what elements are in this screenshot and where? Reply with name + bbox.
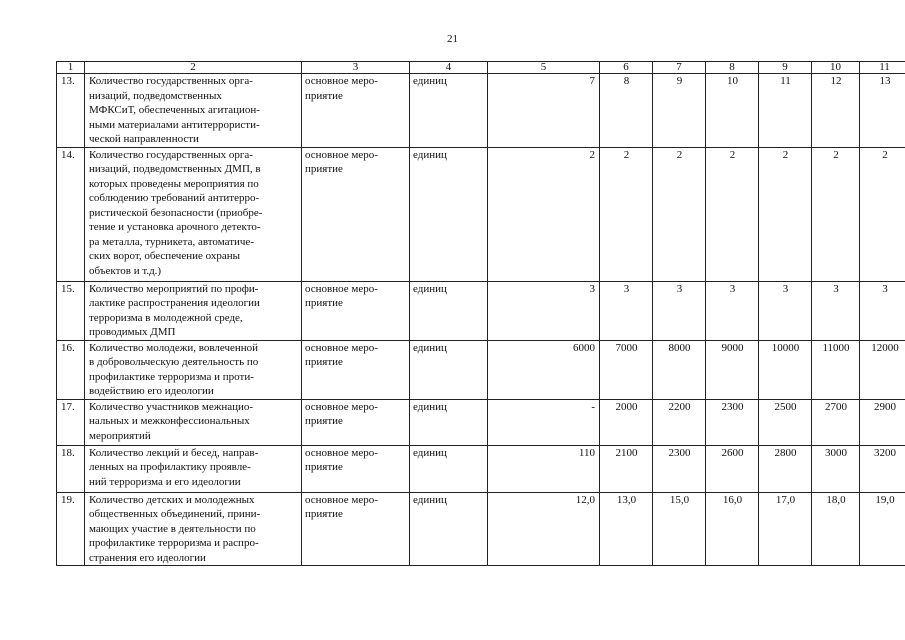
- type-line: приятие: [305, 356, 343, 368]
- value-col-5: 2: [488, 147, 600, 281]
- description-line: странения его идеологии: [89, 551, 206, 564]
- description-line: соблюдению требований антитерро-: [89, 192, 260, 204]
- type-line: основное меро-: [305, 341, 378, 354]
- description-line: профилактике терроризма и проти-: [89, 370, 254, 383]
- value-col-11: 13: [860, 74, 905, 148]
- description-line: Количество молодежи, вовлеченной: [89, 341, 259, 354]
- value-col-8: 3: [706, 281, 759, 340]
- value-col-10: 18,0: [812, 492, 860, 566]
- value-col-5: 3: [488, 281, 600, 340]
- value-col-9: 10000: [759, 340, 812, 399]
- value-col-5: 110: [488, 445, 600, 492]
- description-line: Количество мероприятий по профи-: [89, 282, 259, 295]
- indicator-description: [85, 281, 302, 340]
- column-header-7: 7: [653, 62, 706, 74]
- indicator-description: [85, 399, 302, 445]
- value-col-7: 9: [653, 74, 706, 148]
- table-row: [57, 281, 905, 340]
- value-col-6: 2000: [600, 399, 653, 445]
- type-line: основное меро-: [305, 148, 378, 161]
- value-col-8: 16,0: [706, 492, 759, 566]
- column-header-9: 9: [759, 62, 812, 74]
- unit-of-measure: единиц: [410, 399, 488, 445]
- value-col-10: 12: [812, 74, 860, 148]
- description-line: которых проведены мероприятия по: [89, 177, 259, 190]
- value-col-10: 2700: [812, 399, 860, 445]
- description-line: Количество государственных орга-: [89, 148, 253, 161]
- column-header-5: 5: [488, 62, 600, 74]
- table-row: [57, 340, 905, 399]
- description-line: ний терроризма и его идеологии: [89, 475, 241, 488]
- description-line: Количество участников межнацио-: [89, 400, 254, 413]
- value-col-8: 2300: [706, 399, 759, 445]
- unit-of-measure: единиц: [410, 492, 488, 566]
- unit-of-measure: единиц: [410, 147, 488, 281]
- column-header-10: 10: [812, 62, 860, 74]
- type-line: основное меро-: [305, 75, 378, 87]
- value-col-8: 2600: [706, 445, 759, 492]
- type-line: основное меро-: [305, 446, 378, 459]
- description-line: ра металла, турникета, автоматиче-: [89, 235, 254, 248]
- value-col-8: 2: [706, 147, 759, 281]
- value-col-9: 17,0: [759, 492, 812, 566]
- value-col-7: 2200: [653, 399, 706, 445]
- value-col-9: 2500: [759, 399, 812, 445]
- unit-of-measure: единиц: [410, 281, 488, 340]
- row-number: 13.: [57, 74, 85, 148]
- type-line: приятие: [305, 297, 343, 309]
- column-header-6: 6: [600, 62, 653, 74]
- value-col-9: 11: [759, 74, 812, 148]
- description-line: МФКСиТ, обеспеченных агитацион-: [89, 104, 260, 116]
- value-col-11: 19,0: [860, 492, 905, 566]
- indicator-type: [302, 281, 410, 340]
- description-line: лактике распространения идеологии: [89, 297, 260, 309]
- row-number: 16.: [57, 340, 85, 399]
- description-line: низаций, подведомственных: [89, 89, 222, 102]
- indicator-type: [302, 340, 410, 399]
- indicators-table-wrapper: [56, 61, 905, 566]
- row-number: 17.: [57, 399, 85, 445]
- description-line: профилактике терроризма и распро-: [89, 537, 259, 549]
- row-number: 19.: [57, 492, 85, 566]
- value-col-9: 2800: [759, 445, 812, 492]
- row-number: 15.: [57, 281, 85, 340]
- description-line: нальных и межконфессиональных: [89, 415, 250, 427]
- column-header-4: 4: [410, 62, 488, 74]
- description-line: Количество государственных орга-: [89, 75, 253, 87]
- description-line: Количество лекций и бесед, направ-: [89, 446, 259, 459]
- column-header-8: 8: [706, 62, 759, 74]
- description-line: ленных на профилактику проявле-: [89, 461, 251, 473]
- column-header-11: 11: [860, 62, 905, 74]
- type-line: основное меро-: [305, 493, 378, 506]
- value-col-10: 11000: [812, 340, 860, 399]
- value-col-6: 2: [600, 147, 653, 281]
- column-header-1: 1: [57, 62, 85, 74]
- description-line: проводимых ДМП: [89, 326, 176, 338]
- value-col-6: 3: [600, 281, 653, 340]
- indicator-type: [302, 445, 410, 492]
- description-line: ческой направленности: [89, 133, 199, 145]
- description-line: тение и установка арочного детекто-: [89, 221, 261, 233]
- value-col-7: 2: [653, 147, 706, 281]
- description-line: объектов и т.д.): [89, 264, 162, 277]
- indicator-description: [85, 74, 302, 148]
- value-col-9: 2: [759, 147, 812, 281]
- table-row: [57, 492, 905, 566]
- page-number: 21: [447, 33, 458, 45]
- type-line: приятие: [305, 415, 343, 427]
- indicator-type: [302, 399, 410, 445]
- description-line: Количество детских и молодежных: [89, 493, 255, 506]
- unit-of-measure: единиц: [410, 340, 488, 399]
- indicator-description: [85, 340, 302, 399]
- table-row: [57, 399, 905, 445]
- value-col-10: 2: [812, 147, 860, 281]
- value-col-11: 12000: [860, 340, 905, 399]
- value-col-6: 8: [600, 74, 653, 148]
- description-line: ными материалами антитеррористи-: [89, 118, 260, 131]
- indicator-type: [302, 147, 410, 281]
- value-col-7: 8000: [653, 340, 706, 399]
- value-col-7: 2300: [653, 445, 706, 492]
- value-col-7: 3: [653, 281, 706, 340]
- value-col-11: 2: [860, 147, 905, 281]
- value-col-11: 3: [860, 281, 905, 340]
- description-line: ристической безопасности (приобре-: [89, 206, 263, 219]
- value-col-5: 7: [488, 74, 600, 148]
- description-line: общественных объединений, прини-: [89, 508, 261, 520]
- value-col-9: 3: [759, 281, 812, 340]
- column-header-3: 3: [302, 62, 410, 74]
- indicator-type: [302, 74, 410, 148]
- value-col-11: 2900: [860, 399, 905, 445]
- indicators-table: [56, 61, 905, 566]
- value-col-5: -: [488, 399, 600, 445]
- value-col-6: 2100: [600, 445, 653, 492]
- indicator-type: [302, 492, 410, 566]
- indicator-description: [85, 445, 302, 492]
- description-line: в добровольческую деятельность по: [89, 356, 259, 368]
- description-line: терроризма в молодежной среде,: [89, 311, 243, 324]
- row-number: 14.: [57, 147, 85, 281]
- type-line: приятие: [305, 89, 343, 102]
- table-row: [57, 445, 905, 492]
- value-col-5: 6000: [488, 340, 600, 399]
- type-line: основное меро-: [305, 400, 378, 413]
- value-col-10: 3000: [812, 445, 860, 492]
- value-col-8: 9000: [706, 340, 759, 399]
- value-col-7: 15,0: [653, 492, 706, 566]
- description-line: водействию его идеологии: [89, 385, 214, 397]
- description-line: мающих участие в деятельности по: [89, 522, 256, 535]
- description-line: мероприятий: [89, 429, 151, 442]
- table-row: [57, 147, 905, 281]
- table-row: [57, 74, 905, 148]
- type-line: приятие: [305, 508, 343, 520]
- indicator-description: [85, 147, 302, 281]
- value-col-10: 3: [812, 281, 860, 340]
- type-line: приятие: [305, 163, 343, 175]
- type-line: приятие: [305, 461, 343, 473]
- value-col-11: 3200: [860, 445, 905, 492]
- type-line: основное меро-: [305, 282, 378, 295]
- value-col-6: 7000: [600, 340, 653, 399]
- indicator-description: [85, 492, 302, 566]
- unit-of-measure: единиц: [410, 445, 488, 492]
- value-col-8: 10: [706, 74, 759, 148]
- table-body: [57, 62, 905, 566]
- description-line: ских ворот, обеспечение охраны: [89, 250, 241, 262]
- value-col-5: 12,0: [488, 492, 600, 566]
- unit-of-measure: единиц: [410, 74, 488, 148]
- description-line: низаций, подведомственных ДМП, в: [89, 163, 261, 175]
- value-col-6: 13,0: [600, 492, 653, 566]
- row-number: 18.: [57, 445, 85, 492]
- column-header-2: 2: [85, 62, 302, 74]
- table-header-row: [57, 62, 905, 74]
